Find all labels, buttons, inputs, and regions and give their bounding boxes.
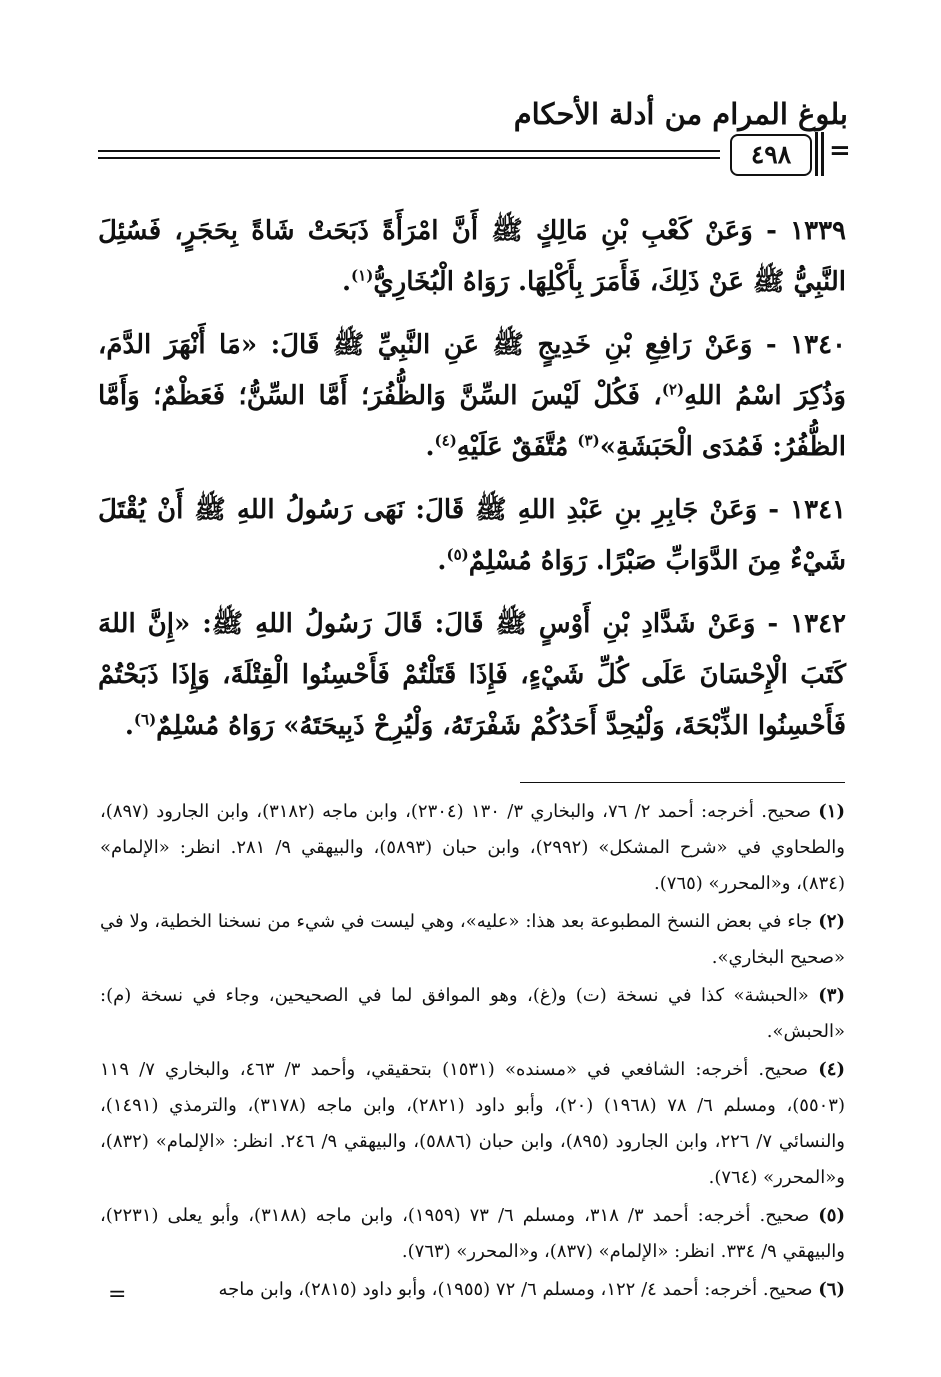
hadith-number: ١٣٣٩: [790, 216, 846, 246]
footnote-ref: (٦): [133, 710, 157, 729]
footnote-ref: (٢): [661, 380, 685, 399]
footnote-ref: (١): [351, 266, 374, 285]
header-rule: [98, 157, 720, 159]
footnote-text: صحيح. أخرجه: أحمد ٤/ ١٢٢، ومسلم ٦/ ٧٢ (١٩٥٥)، وأبو داود (٢٨١٥)، وابن ماجه: [218, 1279, 819, 1300]
footnote-mark: (٥): [818, 1205, 845, 1226]
footnote-ref: (٥): [446, 545, 469, 564]
hadith-end: .: [124, 711, 134, 741]
hadith-1340: [98, 320, 846, 473]
page-number-bar: [815, 132, 818, 176]
hadith-text: مُتَّفَقٌ عَلَيْهِ: [456, 432, 578, 462]
footnote-text: جاء في بعض النسخ المطبوعة بعد هذا: «عليه»، وهي ليست في شيء من نسخنا الخطية، ولا في «صحيح البخاري».: [100, 911, 845, 968]
book-title: بلوغ المرام من أدلة الأحكام: [513, 97, 848, 131]
footnote-mark: (١): [818, 801, 845, 822]
hadith-number: ١٣٤٢: [790, 609, 846, 639]
hadith-number: ١٣٤٠: [790, 330, 846, 360]
page-number: ٤٩٨: [730, 134, 812, 176]
hadith-1341: [98, 485, 846, 587]
hadith-end: .: [425, 432, 435, 462]
hadith-text: - وَعَنْ جَابِرِ بنِ عَبْدِ اللهِ ﷺ قَالَ: نَهَى رَسُولُ اللهِ ﷺ أَنْ يُقْتَلَ شَيْءٌ مِنَ الدَّوَابِّ صَبْرًا. رَوَاهُ مُسْلِمٌ: [98, 495, 846, 576]
hadith-number: ١٣٤١: [790, 495, 846, 525]
footnote-text: «الحبشة» كذا في نسخة (ت) و(غ)، وهو الموافق لما في الصحيحين، وجاء في نسخة (م): «الحبش».: [100, 985, 845, 1042]
hadith-end: .: [341, 267, 352, 297]
footnote-2: [100, 904, 845, 976]
footnote-4: [100, 1052, 845, 1196]
hadith-1342: [98, 599, 846, 752]
footnote-text: صحيح. أخرجه: أحمد ٢/ ٧٦، والبخاري ٣/ ١٣٠ (٢٣٠٤)، وابن ماجه (٣١٨٢)، وابن الجارود (٨٩٧)، والطحاوي في «شرح المشكل» (٢٩٩٢)، وابن حبان (٥٨٩٣)، والبيهقي ٩/ ٢٨١. انظر: «الإلمام» (٨٣٤)، و«المحرر» (٧٦٥).: [100, 801, 845, 894]
footnote-ref: (٤): [434, 431, 457, 450]
hadith-body: [98, 206, 846, 764]
footnote-ref: (٣): [577, 431, 600, 450]
continuation-mark: =: [108, 1282, 127, 1307]
footnotes: [100, 794, 845, 1310]
header-rule: [98, 150, 720, 152]
footnote-1: [100, 794, 845, 902]
hadith-end: .: [437, 546, 447, 576]
footnote-text: صحيح. أخرجه: أحمد ٣/ ٣١٨، ومسلم ٦/ ٧٣ (١٩٥٩)، وابن ماجه (٣١٨٨)، وأبو يعلى (٢٢٣١)، والبيهقي ٩/ ٣٣٤. انظر: «الإلمام» (٨٣٧)، و«المحرر» (٧٦٣).: [100, 1205, 845, 1262]
page-marker: =: [829, 136, 851, 166]
hadith-text: ، فَكُلْ لَيْسَ السِّنَّ وَالظُّفُرَ؛ أَمَّا السِّنُّ؛ فَعَظْمٌ؛ وَأَمَّا الظُّفُرُ: فَمُدَى الْحَبَشَةِ»: [98, 381, 846, 462]
hadith-1339: [98, 206, 846, 308]
footnote-mark: (٣): [818, 985, 845, 1006]
hadith-text: - وَعَنْ رَافِعِ بْنِ خَدِيجٍ ﷺ عَنِ النَّبِيِّ ﷺ قَالَ: «مَا أَنْهَرَ الدَّمَ، وَذُكِرَ اسْمُ اللهِ: [98, 330, 846, 411]
footnote-mark: (٦): [818, 1279, 845, 1300]
footnote-mark: (٤): [818, 1059, 845, 1080]
footnote-text: صحيح. أخرجه: الشافعي في «مسنده» (١٥٣١) بتحقيقي، وأحمد ٣/ ٤٦٣، والبخاري ٧/ ١١٩ (٥٥٠٣)، ومسلم ٦/ ٧٨ (١٩٦٨) (٢٠)، وأبو داود (٢٨٢١)، وابن ماجه (٣١٧٨)، والترمذي (١٤٩١)، والنسائي ٧/ ٢٢٦، وابن الجارود (٨٩٥)، وابن حبان (٥٨٨٦)، والبيهقي ٩/ ٢٤٦. انظر: «الإلمام» (٨٣٢)، و«المحرر» (٧٦٤).: [100, 1059, 845, 1188]
footnote-6: [100, 1272, 845, 1308]
hadith-text: - وَعَنْ كَعْبِ بْنِ مَالِكٍ ﷺ أَنَّ امْرَأَةً ذَبَحَتْ شَاةً بِحَجَرٍ، فَسُئِلَ النَّبِيُّ ﷺ عَنْ ذَلِكَ، فَأَمَرَ بِأَكْلِهَا. رَوَاهُ الْبُخَارِيُّ: [98, 216, 846, 297]
hadith-text: - وَعَنْ شَدَّادِ بْنِ أَوْسٍ ﷺ قَالَ: قَالَ رَسُولُ اللهِ ﷺ: «إِنَّ اللهَ كَتَبَ الْإِحْسَانَ عَلَى كُلِّ شَيْءٍ، فَإِذَا قَتَلْتُمْ فَأَحْسِنُوا الْقِتْلَةَ، وَإِذَا ذَبَحْتُمْ فَأَحْسِنُوا الذِّبْحَةَ، وَلْيُحِدَّ أَحَدُكُمْ شَفْرَتَهُ، وَلْيُرِحْ ذَبِيحَتَهُ» رَوَاهُ مُسْلِمٌ: [98, 609, 846, 741]
page-number-bar: [821, 132, 824, 176]
footnote-separator: [520, 782, 845, 783]
footnote-3: [100, 978, 845, 1050]
footnote-mark: (٢): [818, 911, 845, 932]
footnote-5: [100, 1198, 845, 1270]
